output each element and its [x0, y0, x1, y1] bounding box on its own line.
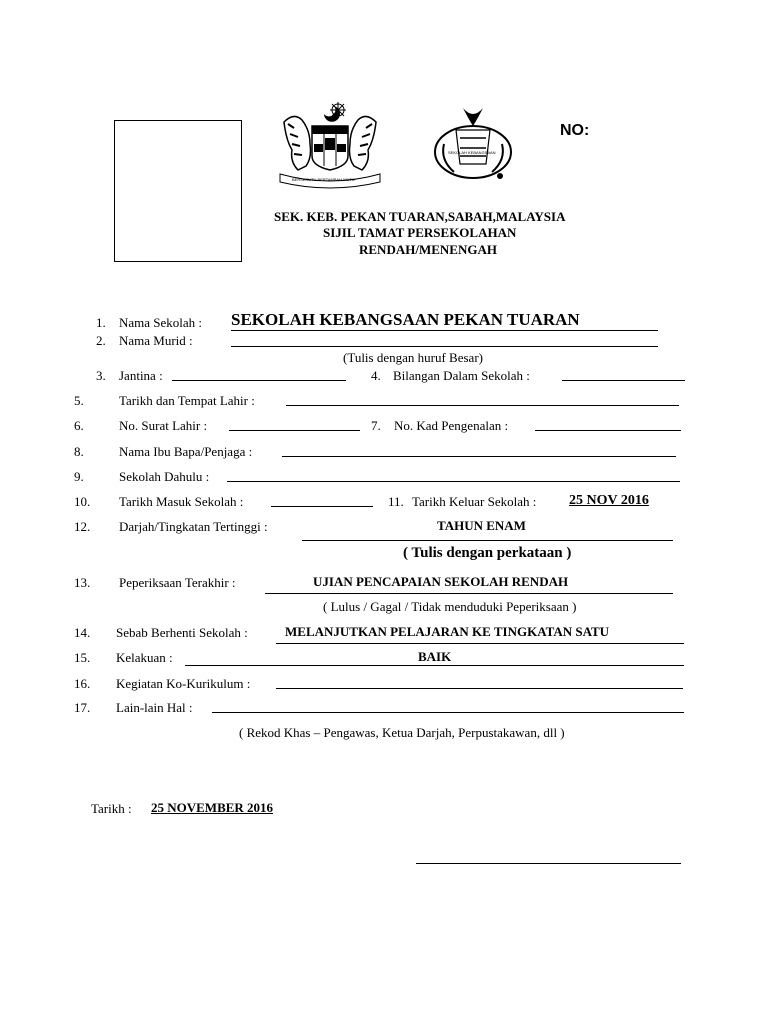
field-3-line[interactable] [172, 380, 346, 381]
field-2-number: 2. [96, 333, 106, 348]
field-5-label: Tarikh dan Tempat Lahir : [119, 393, 255, 408]
signature-line[interactable] [416, 863, 681, 864]
field-12-label: Darjah/Tingkatan Tertinggi : [119, 519, 268, 534]
field-16-line[interactable] [276, 688, 683, 689]
field-9-line[interactable] [227, 481, 680, 482]
field-13-number: 13. [74, 575, 91, 590]
date-value: 25 NOVEMBER 2016 [151, 800, 274, 815]
field-3-number: 3. [96, 368, 106, 383]
field-16-number: 16. [74, 676, 91, 691]
field-10-line[interactable] [271, 506, 373, 507]
field-7-label: No. Kad Pengenalan : [394, 418, 509, 433]
field-2-line[interactable] [231, 346, 658, 347]
field-11-number: 11. [388, 494, 404, 509]
field-1-value: SEKOLAH KEBANGSAAN PEKAN TUARAN [231, 310, 580, 329]
school-logo-icon [430, 104, 516, 184]
field-13-line [265, 593, 673, 594]
field-6-line[interactable] [229, 430, 360, 431]
field-7-line[interactable] [535, 430, 681, 431]
field-7-number: 7. [371, 418, 381, 433]
field-4-line[interactable] [562, 380, 685, 381]
field-14-label: Sebab Berhenti Sekolah : [116, 625, 248, 640]
field-12-note: ( Tulis dengan perkataan ) [403, 545, 572, 561]
field-15-label: Kelakuan : [116, 650, 173, 665]
field-11-label: Tarikh Keluar Sekolah : [412, 494, 537, 509]
field-9-label: Sekolah Dahulu : [119, 469, 210, 484]
field-6-label: No. Surat Lahir : [119, 418, 208, 433]
field-11-value: 25 NOV 2016 [569, 493, 649, 508]
field-12-number: 12. [74, 519, 91, 534]
field-4-label: Bilangan Dalam Sekolah : [393, 368, 530, 383]
field-14-line [276, 643, 684, 644]
field-9-number: 9. [74, 469, 84, 484]
field-14-value: MELANJUTKAN PELAJARAN KE TINGKATAN SATU [285, 624, 610, 639]
field-8-label: Nama Ibu Bapa/Penjaga : [119, 444, 253, 459]
field-2-label: Nama Murid : [119, 333, 193, 348]
field-12-value: TAHUN ENAM [437, 518, 526, 533]
field-17-label: Lain-lain Hal : [116, 700, 193, 715]
field-1-number: 1. [96, 315, 106, 330]
field-8-line[interactable] [282, 456, 676, 457]
field-17-note: ( Rekod Khas – Pengawas, Ketua Darjah, Perpustakawan, dll ) [239, 725, 565, 740]
field-15-line [185, 665, 684, 666]
field-13-value: UJIAN PENCAPAIAN SEKOLAH RENDAH [313, 574, 569, 589]
field-13-label: Peperiksaan Terakhir : [119, 575, 236, 590]
field-6-number: 6. [74, 418, 84, 433]
date-label: Tarikh : [91, 801, 132, 816]
field-17-line[interactable] [212, 712, 684, 713]
certificate-number-label: NO: [560, 122, 590, 139]
school-logo-text: SEKOLAH KEBANGSAAN [448, 150, 496, 155]
field-2-note: (Tulis dengan huruf Besar) [343, 350, 483, 365]
crest-motto: BERSEKUTU BERTAMBAH MUTU [292, 177, 355, 182]
field-1-label: Nama Sekolah : [119, 315, 203, 330]
field-15-number: 15. [74, 650, 91, 665]
photo-box [114, 120, 242, 262]
field-12-line [302, 540, 673, 541]
field-1-line [231, 330, 658, 331]
field-5-number: 5. [74, 393, 84, 408]
certificate-title: SIJIL TAMAT PERSEKOLAHAN [323, 225, 517, 240]
field-16-label: Kegiatan Ko-Kurikulum : [116, 676, 251, 691]
field-3-label: Jantina : [119, 368, 163, 383]
field-17-number: 17. [74, 700, 91, 715]
school-name-title: SEK. KEB. PEKAN TUARAN,SABAH,MALAYSIA [274, 209, 566, 224]
field-13-note: ( Lulus / Gagal / Tidak menduduki Peperiksaan ) [323, 599, 577, 614]
field-5-line[interactable] [286, 405, 679, 406]
field-10-label: Tarikh Masuk Sekolah : [119, 494, 244, 509]
field-10-number: 10. [74, 494, 91, 509]
field-8-number: 8. [74, 444, 84, 459]
field-15-value: BAIK [418, 649, 452, 664]
field-4-number: 4. [371, 368, 381, 383]
level-title: RENDAH/MENENGAH [359, 242, 497, 257]
field-14-number: 14. [74, 625, 91, 640]
